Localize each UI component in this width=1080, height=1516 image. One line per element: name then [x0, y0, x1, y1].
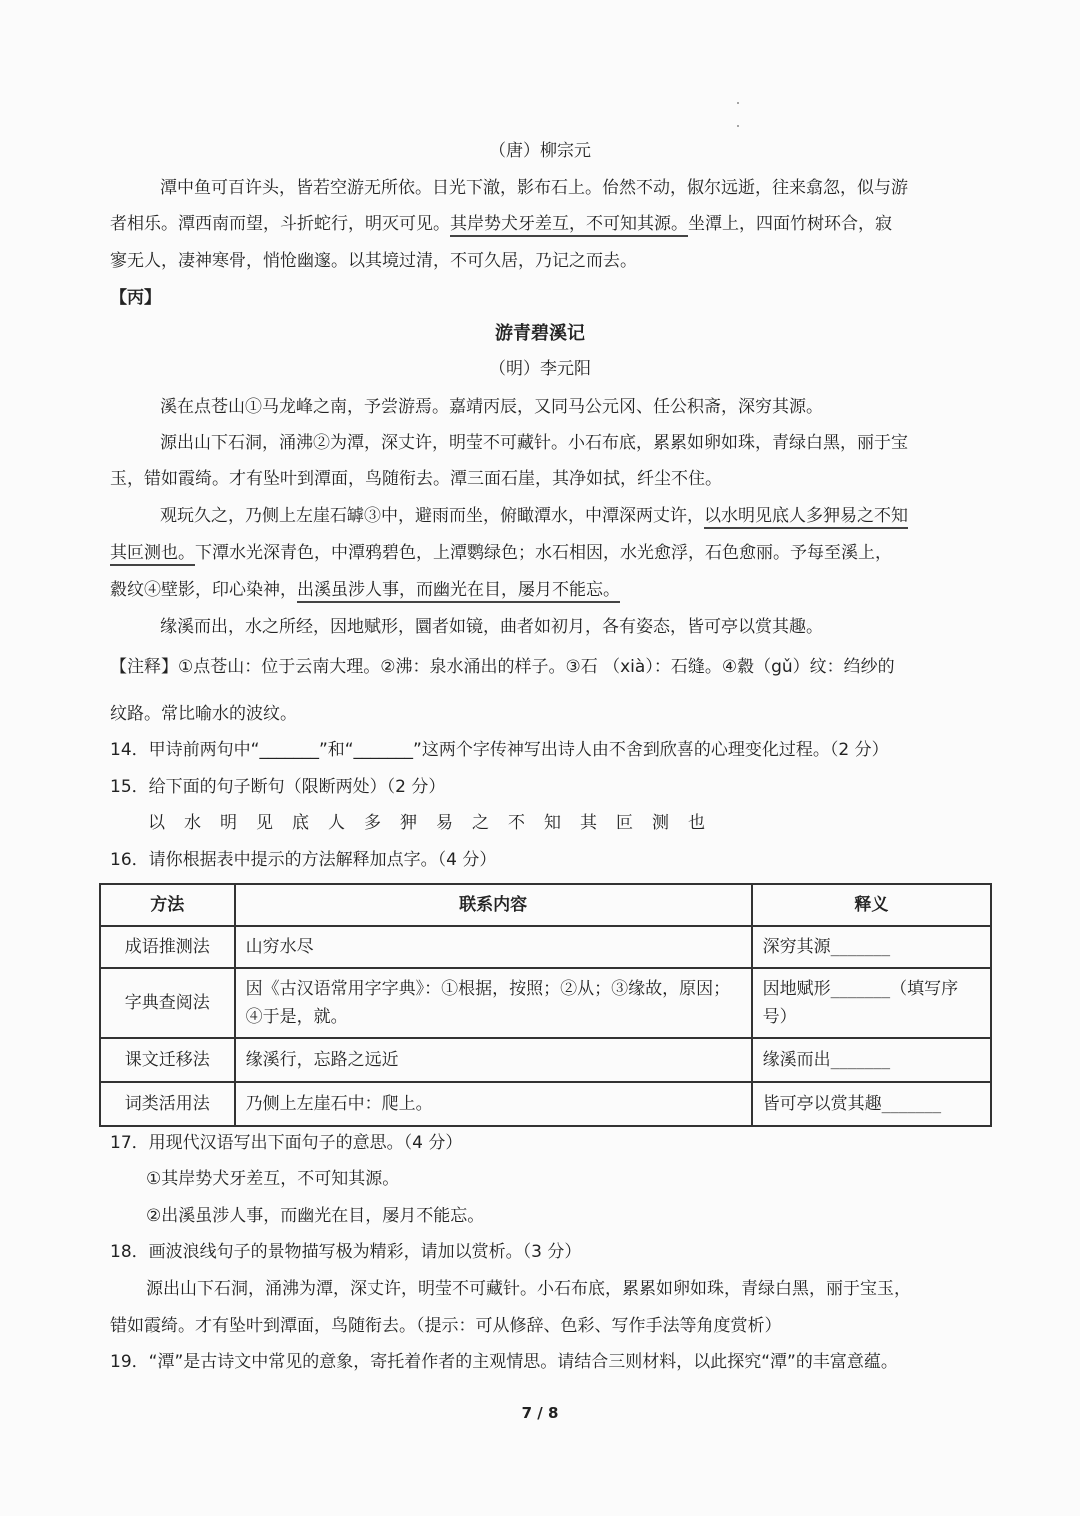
table-cell-content: 山穷水尽: [235, 926, 752, 968]
jia-p1-line3: 寥无人，凄神寒骨，悄怆幽邃。以其境过清，不可久居，乃记之而去。: [110, 251, 637, 271]
table-row: [100, 968, 991, 1038]
question-16: 16．请你根据表中提示的方法解释加点字。（4 分）: [110, 850, 497, 870]
bing-p3-line1: [160, 504, 908, 528]
table-cell-method: 课文迁移法: [100, 1038, 235, 1082]
question-18-line1: 源出山下石洞，涌沸为潭，深丈许，明莹不可藏针。小石布底，累累如卵如珠，青绿白黑，丽于宝玉，: [146, 1279, 911, 1299]
text-segment: 者相乐。潭西南而望，斗折蛇行，明灭可见。: [110, 214, 450, 234]
method-table: [99, 883, 992, 1127]
bing-p1: 溪在点苍山①马龙峰之南，予尝游焉。嘉靖丙辰，又同马公元冈、任公积斋，深穷其源。: [160, 397, 823, 417]
note-line2: 纹路。常比喻水的波纹。: [110, 704, 297, 724]
table-cell-meaning: 皆可亭以赏其趣_______: [752, 1082, 991, 1126]
table-cell-content: 缘溪行，忘路之远近: [235, 1038, 752, 1082]
question-17: 17．用现代汉语写出下面句子的意思。（4 分）: [110, 1133, 463, 1153]
text-segment: 观玩久之，乃侧上左崖石罅③中，避雨而坐，俯瞰潭水，中潭深两丈许，: [160, 506, 704, 526]
text-segment: 坐潭上，四面竹树环合，寂: [688, 214, 892, 234]
table-header: 联系内容: [235, 884, 752, 926]
jia-p1-line1: 潭中鱼可百许头，皆若空游无所依。日光下澈，影布石上。佁然不动，俶尔远逝，往来翕忽，似与游: [160, 178, 908, 198]
question-17-item1: ①其岸势犬牙差互，不可知其源。: [146, 1169, 400, 1189]
table-cell-content: 因《古汉语常用字字典》：①根据，按照；②从；③缘故，原因；④于是，就。: [235, 968, 752, 1038]
text-segment: 下潭水光深青色，中潭鸦碧色，上潭鹦绿色；水石相因，水光愈浮，石色愈丽。予每至溪上，: [195, 543, 892, 563]
table-row: [100, 926, 991, 968]
speck: [737, 102, 739, 104]
question-15-sentence: 以水明见底人多狎易之不知其叵测也: [148, 813, 724, 833]
underlined-sentence: 出溪虽涉人事，而幽光在目，屡月不能忘。: [297, 580, 620, 603]
bing-p3-line3: [110, 578, 620, 602]
speck: [737, 125, 739, 127]
table-header: 方法: [100, 884, 235, 926]
jia-p1-line2: [110, 212, 892, 236]
question-15: 15．给下面的句子断句（限断两处）（2 分）: [110, 777, 446, 797]
bing-p2-line1: 源出山下石洞，涌沸②为潭，深丈许，明莹不可藏针。小石布底，累累如卵如珠，青绿白黑，丽于宝: [160, 433, 908, 453]
question-14: 14．甲诗前两句中“_______”和“_______”这两个字传神写出诗人由不舍到欣喜的心理变化过程。（2 分）: [110, 740, 889, 760]
table-cell-content: 乃侧上左崖石中：爬上。: [235, 1082, 752, 1126]
table-cell-meaning: 深穷其源_______: [752, 926, 991, 968]
bing-p3-line2: [110, 541, 892, 565]
table-cell-meaning: 缘溪而出_______: [752, 1038, 991, 1082]
underlined-sentence: 其叵测也。: [110, 543, 195, 566]
table-cell-method: 字典查阅法: [100, 968, 235, 1038]
bing-title: 游青碧溪记: [495, 323, 585, 344]
bing-author: （明）李元阳: [489, 359, 591, 379]
table-row: [100, 1082, 991, 1126]
table-cell-meaning: 因地赋形_______（填写序号）: [752, 968, 991, 1038]
question-18: 18．画波浪线句子的景物描写极为精彩，请加以赏析。（3 分）: [110, 1242, 582, 1262]
table-header: 释义: [752, 884, 991, 926]
bing-label: 【丙】: [110, 288, 161, 308]
underlined-sentence: 以水明见底人多狎易之不知: [704, 506, 908, 529]
question-17-item2: ②出溪虽涉人事，而幽光在目，屡月不能忘。: [146, 1206, 485, 1226]
jia-author: （唐）柳宗元: [489, 141, 591, 161]
underlined-sentence: 其岸势犬牙差互，不可知其源。: [450, 214, 688, 237]
question-18-line2: 错如霞绮。才有坠叶到潭面，鸟随衔去。（提示：可从修辞、色彩、写作手法等角度赏析）: [110, 1316, 782, 1336]
table-cell-method: 词类活用法: [100, 1082, 235, 1126]
table-cell-method: 成语推测法: [100, 926, 235, 968]
table-row: [100, 1038, 991, 1082]
text-segment: 縠纹④壁影，印心染神，: [110, 580, 297, 600]
note-line1: 【注释】①点苍山：位于云南大理。②沸：泉水涌出的样子。③石 （xià）：石缝。④縠（gǔ）纹：绉纱的: [110, 657, 895, 677]
bing-p2-line2: 玉，错如霞绮。才有坠叶到潭面，鸟随衔去。潭三面石崖，其净如拭，纤尘不住。: [110, 469, 722, 489]
question-19: 19．“潭”是古诗文中常见的意象，寄托着作者的主观情思。请结合三则材料，以此探究“潭”的丰富意蕴。: [110, 1352, 898, 1372]
table-header-row: [100, 884, 991, 926]
bing-p4: 缘溪而出，水之所经，因地赋形，圜者如镜，曲者如初月，各有姿态，皆可亭以赏其趣。: [160, 617, 823, 637]
page-number: 7 / 8: [521, 1404, 559, 1422]
